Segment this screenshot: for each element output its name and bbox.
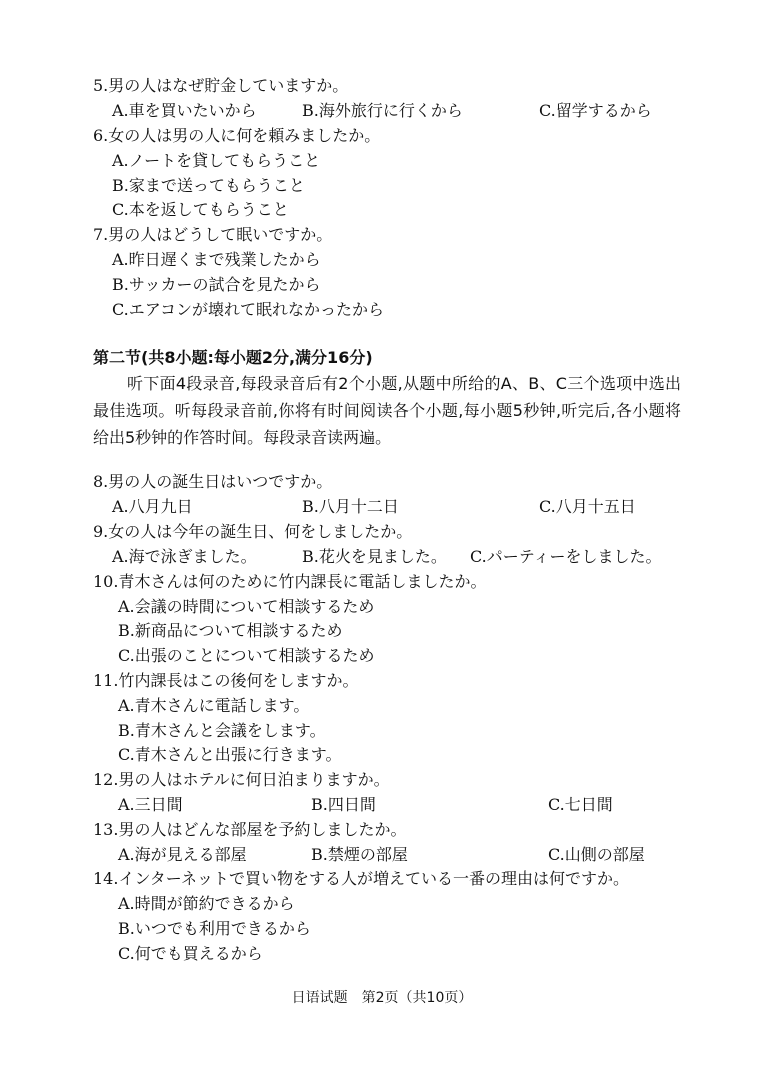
section-2-instructions: 听下面4段录音,每段录音后有2个小题,从题中所给的A、B、C三个选项中选出最佳选项。听每段录音前,你将有时间阅读各个小题,每小题5秒钟,听完后,各小题将给出5秒钟的作答时间。每段录音读两遍。 (93, 374, 681, 447)
question-11: 11.竹内課長はこの後何をしますか。 (93, 671, 359, 690)
q7-option-a: A.昨日遅くまで残業したから (112, 250, 321, 269)
q12-option-c: C.七日間 (548, 795, 613, 814)
question-12: 12.男の人はホテルに何日泊まりますか。 (93, 770, 390, 789)
question-8: 8.男の人の誕生日はいつですか。 (93, 472, 333, 491)
q6-option-b: B.家まで送ってもらうこと (112, 176, 305, 195)
q9-option-c: C.パーティーをしました。 (470, 547, 662, 566)
question-5: 5.男の人はなぜ貯金していますか。 (93, 76, 349, 95)
q13-option-a: A.海が見える部屋 (118, 845, 247, 864)
q8-option-c: C.八月十五日 (539, 497, 636, 516)
q7-option-c: C.エアコンが壊れて眠れなかったから (112, 300, 384, 319)
q8-option-b: B.八月十二日 (302, 497, 399, 516)
q11-option-b: B.青木さんと会議をします。 (118, 721, 326, 740)
q11-option-a: A.青木さんに電話します。 (118, 696, 310, 715)
q6-option-c: C.本を返してもらうこと (112, 200, 289, 219)
q6-option-a: A.ノートを貸してもらうこと (112, 151, 321, 170)
question-7: 7.男の人はどうして眠いですか。 (93, 225, 333, 244)
q10-option-c: C.出張のことについて相談するため (118, 646, 375, 665)
question-6: 6.女の人は男の人に何を頼みましたか。 (93, 126, 381, 145)
q9-option-a: A.海で泳ぎました。 (112, 547, 257, 566)
question-9: 9.女の人は今年の誕生日、何をしましたか。 (93, 522, 413, 541)
question-14: 14.インターネットで買い物をする人が増えている一番の理由は何ですか。 (93, 869, 630, 888)
q9-option-b: B.花火を見ました。 (302, 547, 447, 566)
question-10: 10.青木さんは何のために竹内課長に電話しましたか。 (93, 572, 487, 591)
section-2-title: 第二节(共8小题:每小题2分,满分16分) (93, 348, 373, 367)
q14-option-b: B.いつでも利用できるから (118, 919, 311, 938)
q11-option-c: C.青木さんと出張に行きます。 (118, 745, 342, 764)
page-footer: 日语试题 第2页（共10页） (291, 990, 473, 1006)
q12-option-b: B.四日間 (311, 795, 376, 814)
q12-option-a: A.三日間 (118, 795, 183, 814)
q8-option-a: A.八月九日 (112, 497, 193, 516)
q5-option-c: C.留学するから (539, 101, 652, 120)
q5-option-a: A.車を買いたいから (112, 101, 257, 120)
q14-option-c: C.何でも買えるから (118, 944, 263, 963)
q5-option-b: B.海外旅行に行くから (302, 101, 463, 120)
q13-option-b: B.禁煙の部屋 (311, 845, 408, 864)
q7-option-b: B.サッカーの試合を見たから (112, 275, 321, 294)
q10-option-b: B.新商品について相談するため (118, 621, 343, 640)
q14-option-a: A.時間が節約できるから (118, 894, 295, 913)
q10-option-a: A.会議の時間について相談するため (118, 597, 375, 616)
q13-option-c: C.山側の部屋 (548, 845, 645, 864)
question-13: 13.男の人はどんな部屋を予約しましたか。 (93, 820, 407, 839)
